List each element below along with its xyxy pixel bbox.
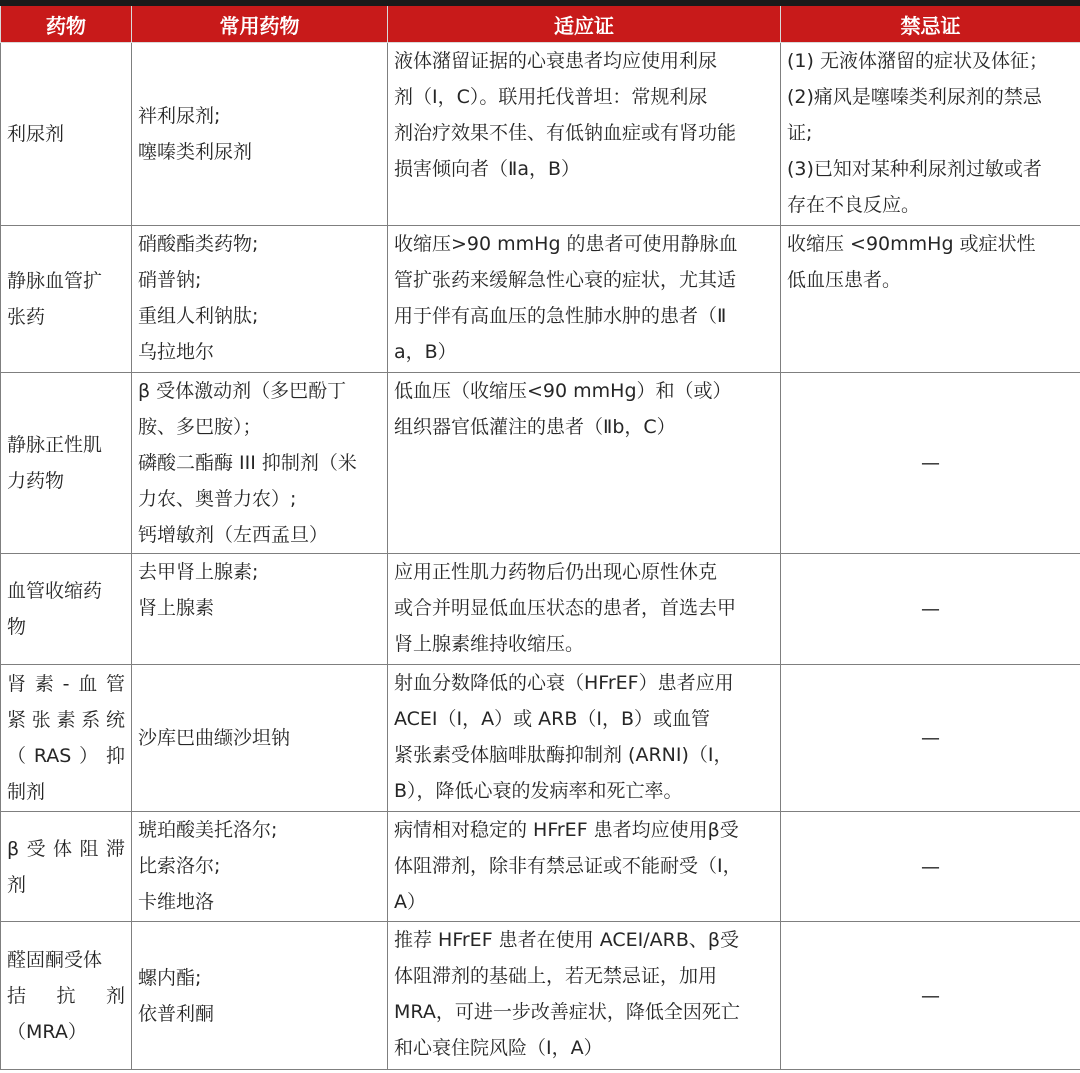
table-row xyxy=(1,812,1080,922)
cell-common: β 受体激动剂（多巴酚丁 胺、多巴胺）； 磷酸二酯酶 III 抑制剂（米 力农、奥普力农）; 钙增敏剂（左西孟旦） xyxy=(132,373,388,554)
cell-drug: 静脉血管扩 张药 xyxy=(1,226,132,373)
cell-contraindication: — xyxy=(781,922,1080,1070)
header-indication: 适应证 xyxy=(388,6,781,43)
table-row xyxy=(1,922,1080,1070)
cell-common: 螺内酯; 依普利酮 xyxy=(132,922,388,1070)
cell-drug: 肾素-血管 紧张素系统 （RAS）抑 制剂 xyxy=(1,665,132,812)
cell-indication: 射血分数降低的心衰（HFrEF）患者应用 ACEI（Ⅰ，A）或 ARB（Ⅰ，B）或血管 紧张素受体脑啡肽酶抑制剂 (ARNI)（Ⅰ， B），降低心衰的发病率和死亡率。 xyxy=(388,665,781,812)
cell-indication: 推荐 HFrEF 患者在使用 ACEI/ARB、β受 体阻滞剂的基础上，若无禁忌证，加用 MRA，可进一步改善症状，降低全因死亡 和心衰住院风险（Ⅰ，A） xyxy=(388,922,781,1070)
table-row xyxy=(1,665,1080,812)
header-row xyxy=(1,6,1080,43)
cell-contraindication: 收缩压 <90mmHg 或症状性 低血压患者。 xyxy=(781,226,1080,373)
cell-indication: 收缩压>90 mmHg 的患者可使用静脉血 管扩张药来缓解急性心衰的症状，尤其适 用于伴有高血压的急性肺水肿的患者（Ⅱ a，B） xyxy=(388,226,781,373)
cell-common: 去甲肾上腺素; 肾上腺素 xyxy=(132,554,388,665)
heart-failure-drug-table xyxy=(0,6,1080,1070)
cell-drug: 醛固酮受体 拮抗剂 （MRA） xyxy=(1,922,132,1070)
table-row xyxy=(1,226,1080,373)
cell-indication: 应用正性肌力药物后仍出现心原性休克 或合并明显低血压状态的患者，首选去甲 肾上腺素维持收缩压。 xyxy=(388,554,781,665)
cell-drug: 血管收缩药 物 xyxy=(1,554,132,665)
cell-drug: β受体阻滞 剂 xyxy=(1,812,132,922)
table-row xyxy=(1,554,1080,665)
header-contraindication: 禁忌证 xyxy=(781,6,1080,43)
cell-drug: 利尿剂 xyxy=(1,43,132,226)
table-row xyxy=(1,43,1080,226)
cell-common: 琥珀酸美托洛尔; 比索洛尔; 卡维地洛 xyxy=(132,812,388,922)
cell-indication: 病情相对稳定的 HFrEF 患者均应使用β受 体阻滞剂，除非有禁忌证或不能耐受（Ⅰ， A） xyxy=(388,812,781,922)
cell-contraindication: (1) 无液体潴留的症状及体征； (2)痛风是噻嗪类利尿剂的禁忌 证; (3)已知对某种利尿剂过敏或者 存在不良反应。 xyxy=(781,43,1080,226)
cell-contraindication: — xyxy=(781,554,1080,665)
cell-common: 袢利尿剂; 噻嗪类利尿剂 xyxy=(132,43,388,226)
cell-indication: 液体潴留证据的心衰患者均应使用利尿 剂（Ⅰ，C）。联用托伐普坦：常规利尿 剂治疗效果不佳、有低钠血症或有肾功能 损害倾向者（Ⅱa，B） xyxy=(388,43,781,226)
cell-indication: 低血压（收缩压<90 mmHg）和（或） 组织器官低灌注的患者（Ⅱb，C） xyxy=(388,373,781,554)
cell-common: 沙库巴曲缬沙坦钠 xyxy=(132,665,388,812)
cell-contraindication: — xyxy=(781,373,1080,554)
cell-contraindication: — xyxy=(781,812,1080,922)
header-common-drugs: 常用药物 xyxy=(132,6,388,43)
table-row xyxy=(1,373,1080,554)
cell-drug: 静脉正性肌 力药物 xyxy=(1,373,132,554)
cell-common: 硝酸酯类药物; 硝普钠; 重组人利钠肽; 乌拉地尔 xyxy=(132,226,388,373)
cell-contraindication: — xyxy=(781,665,1080,812)
header-drug: 药物 xyxy=(1,6,132,43)
